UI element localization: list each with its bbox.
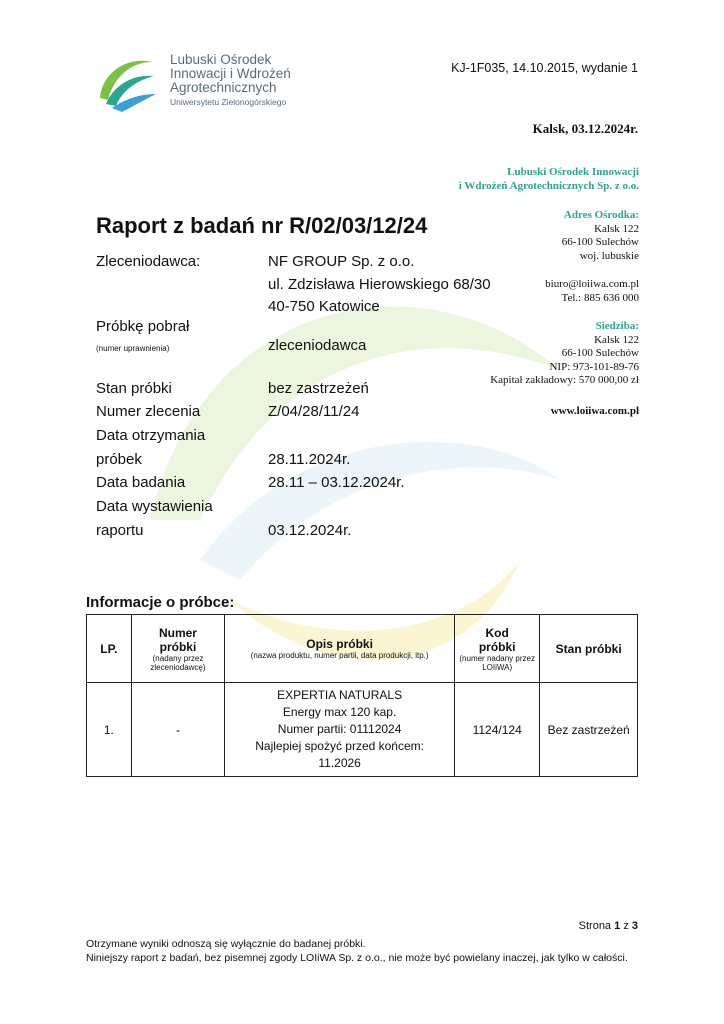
company-name-line2: i Wdrożeń Agrotechnicznych Sp. z o.o. — [458, 179, 639, 192]
col-number — [131, 615, 225, 683]
client-line1: NF GROUP Sp. z o.o. — [268, 253, 415, 270]
client-line2: ul. Zdzisława Hierowskiego 68/30 — [268, 276, 491, 293]
logo-line3: Agrotechnicznych — [170, 80, 277, 95]
sampler-label: Próbkę pobrał — [96, 318, 190, 335]
company-email[interactable]: biuro@loiiwa.com.pl — [545, 278, 639, 290]
col-number-line2: próbki — [159, 639, 197, 654]
logo-line4: Uniwersytetu Zielonogórskiego — [170, 97, 287, 107]
col-lp: LP. — [87, 615, 132, 683]
document-code: KJ-1F035, 14.10.2015, wydanie 1 — [451, 61, 638, 75]
footer-note-1: Otrzymane wyniki odnoszą się wyłącznie do badanej próbki. — [86, 938, 366, 950]
company-website[interactable]: www.loiiwa.com.pl — [550, 405, 639, 417]
contact-block — [545, 278, 639, 305]
sampler-note: (numer uprawnienia) — [96, 344, 170, 353]
state-value: bez zastrzeżeń — [268, 380, 369, 397]
col-code — [454, 615, 539, 683]
col-number-line1: Numer — [158, 625, 197, 640]
row-state: Bez zastrzeżeń — [540, 683, 638, 777]
row-desc — [225, 683, 455, 777]
order-label: Numer zlecenia — [96, 403, 201, 420]
row-desc-line3: Numer partii: 01112024 — [277, 722, 402, 736]
seat-line2: 66-100 Sulechów — [561, 347, 639, 359]
address-line3: woj. lubuskie — [579, 249, 639, 262]
page-current: 1 — [614, 920, 621, 932]
page-number — [579, 920, 638, 932]
received-label-line2: próbek — [96, 451, 142, 468]
col-code-line2: próbki — [478, 639, 516, 654]
address-line2: 66-100 Sulechów — [561, 236, 639, 248]
col-code-note: (numer nadany przez LOIiWA) — [459, 653, 535, 672]
logo-line2: Innowacji i Wdrożeń — [170, 66, 291, 81]
test-date-label: Data badania — [96, 474, 186, 491]
company-phone: Tel.: 885 636 000 — [561, 291, 639, 304]
page-sep: z — [623, 920, 629, 932]
logo-line1: Lubuski Ośrodek — [170, 52, 272, 67]
sample-info-heading: Informacje o próbce: — [86, 594, 235, 611]
address-heading: Adres Ośrodka: — [563, 209, 639, 221]
report-title: Raport z badań nr R/02/03/12/24 — [96, 213, 428, 238]
row-number: - — [131, 683, 225, 777]
col-number-note: (nadany przez zleceniodawcę) — [150, 653, 206, 672]
footer-note-2: Niniejszy raport z badań, bez pisemnej zgody LOIiWA Sp. z o.o., nie może być powielany inaczej, jak tylko w całości. — [86, 952, 628, 964]
page-total: 3 — [631, 920, 638, 932]
order-value: Z/04/28/11/24 — [268, 403, 360, 420]
row-code: 1124/124 — [454, 683, 539, 777]
table-row — [87, 683, 638, 777]
received-value: 28.11.2024r. — [268, 451, 351, 468]
issue-label-line2: raportu — [96, 522, 144, 539]
address-line1: Kalsk 122 — [594, 222, 639, 235]
issue-value: 03.12.2024r. — [268, 522, 352, 539]
issue-label-line1: Data wystawienia — [96, 498, 213, 515]
sample-table — [86, 614, 638, 777]
client-line3: 40-750 Katowice — [268, 298, 380, 315]
seat-line1: Kalsk 122 — [594, 333, 639, 346]
row-desc-line2: Energy max 120 kap. — [282, 705, 397, 719]
col-code-line1: Kod — [485, 625, 509, 640]
state-label: Stan próbki — [96, 380, 172, 397]
seat-heading: Siedziba: — [595, 320, 639, 332]
company-name-line1: Lubuski Ośrodek Innowacji — [507, 166, 639, 178]
col-desc-label: Opis próbki — [306, 637, 373, 651]
test-date-value: 28.11 – 03.12.2024r. — [268, 474, 405, 491]
col-state: Stan próbki — [540, 615, 638, 683]
sampler-value: zleceniodawca — [268, 337, 367, 354]
col-desc — [225, 615, 455, 683]
page-prefix: Strona — [578, 920, 612, 932]
address-block — [562, 209, 639, 263]
place-date: Kalsk, 03.12.2024r. — [532, 121, 638, 136]
row-desc-line1: EXPERTIA NATURALS — [277, 688, 403, 702]
row-desc-line5: 11.2026 — [318, 756, 361, 770]
col-desc-note: (nazwa produktu, numer partii, data produkcji, itp.) — [250, 651, 429, 660]
organization-logo-icon — [92, 48, 160, 116]
company-capital: Kapitał zakładowy: 570 000,00 zł — [490, 374, 639, 386]
client-label: Zleceniodawca: — [96, 253, 201, 270]
company-block — [459, 166, 639, 193]
seat-block — [490, 320, 639, 388]
table-header-row — [87, 615, 638, 683]
company-nip: NIP: 973-101-89-76 — [549, 360, 639, 373]
received-label-line1: Data otrzymania — [96, 427, 206, 444]
row-lp: 1. — [87, 683, 132, 777]
row-desc-line4: Najlepiej spożyć przed końcem: — [255, 739, 424, 753]
